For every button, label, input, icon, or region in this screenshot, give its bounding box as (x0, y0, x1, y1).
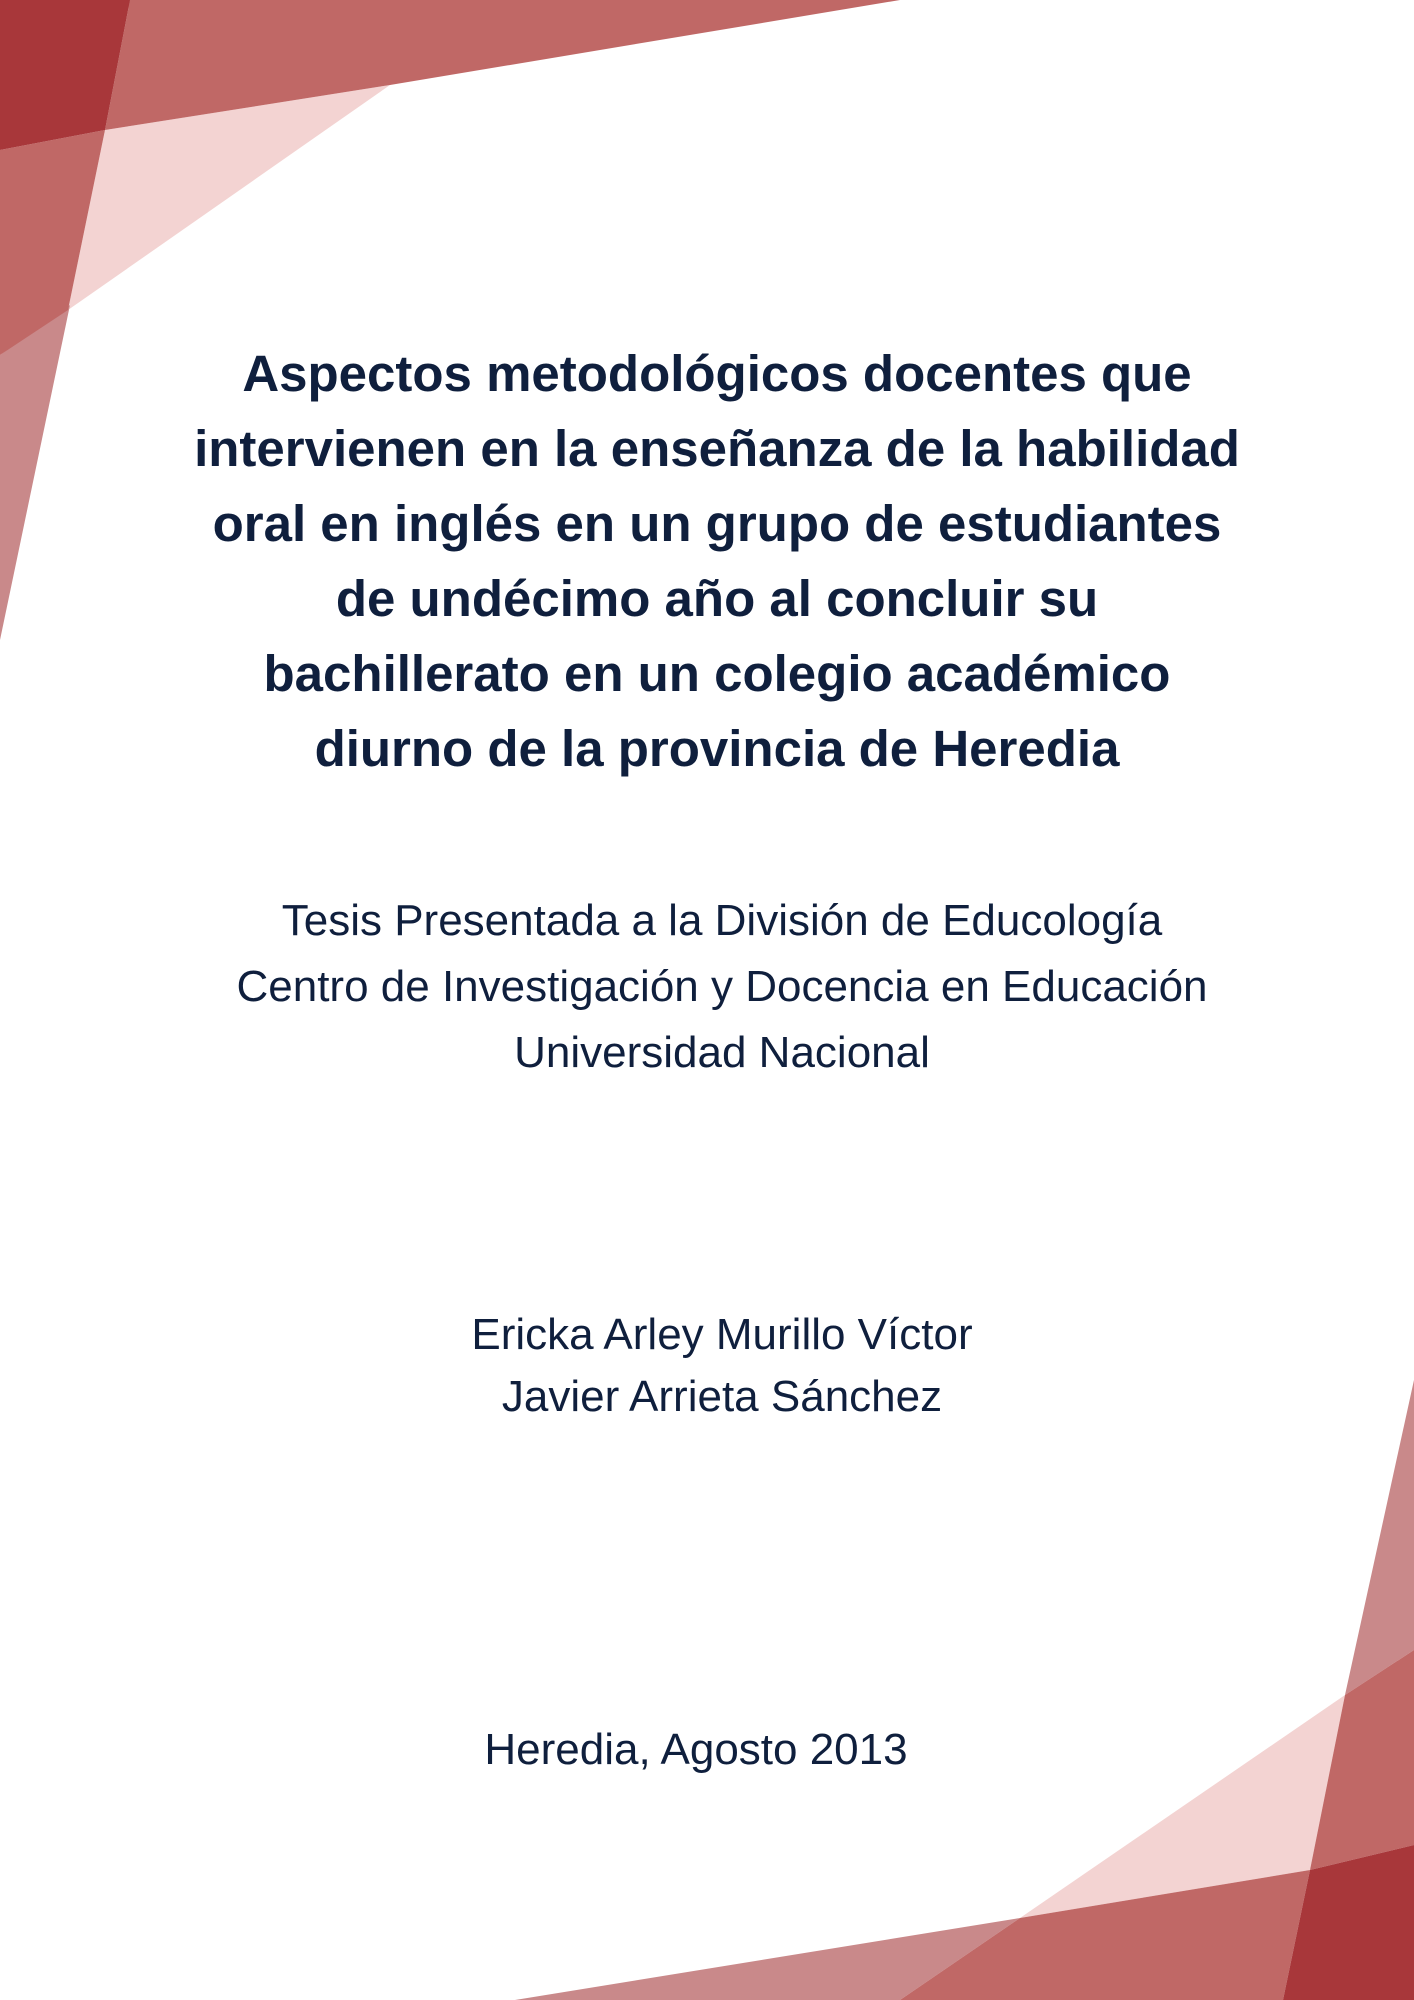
institution-line: Tesis Presentada a la División de Educología (281, 896, 1163, 945)
institution-line: Universidad Nacional (514, 1028, 930, 1077)
title-line: bachillerato en un colegio académico (263, 645, 1171, 702)
bottom-right-decoration (515, 1380, 1414, 2000)
author-name: Javier Arrieta Sánchez (501, 1372, 943, 1421)
title-line: intervienen en la enseñanza de la habilidad (194, 420, 1240, 477)
title-line: de undécimo año al concluir su (335, 570, 1099, 627)
title-line: diurno de la provincia de Heredia (314, 720, 1120, 777)
author-name: Ericka Arley Murillo Víctor (471, 1310, 973, 1359)
institution-line: Centro de Investigación y Docencia en Educación (236, 962, 1208, 1011)
institution-block (107, 888, 1337, 1086)
br-light-right-band (1345, 1380, 1414, 1695)
authors-block (107, 1304, 1337, 1428)
place-and-date: Heredia, Agosto 2013 (484, 1725, 908, 1774)
tl-light-band (0, 305, 70, 640)
title-line: oral en inglés en un grupo de estudiantes (212, 495, 1222, 552)
tl-top-band (105, 0, 900, 130)
title-line: Aspectos metodológicos docentes que (242, 345, 1192, 402)
thesis-title (107, 336, 1327, 786)
